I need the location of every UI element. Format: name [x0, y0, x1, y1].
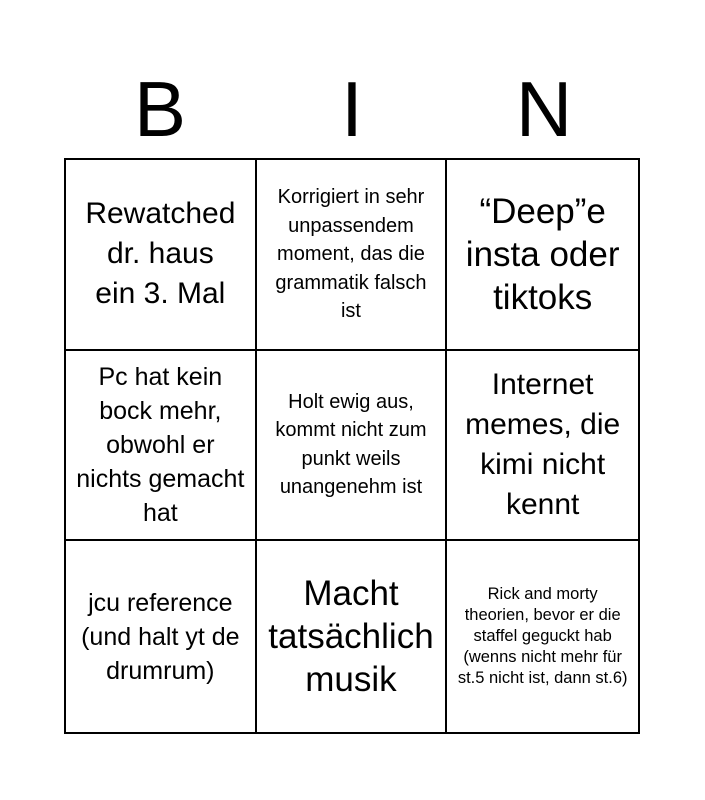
bingo-cell[interactable] — [257, 160, 448, 351]
bingo-cell-text: “Deep”e insta oder tiktoks — [465, 191, 620, 317]
bingo-cell-text: Korrigiert in sehr unpassendem moment, das die grammatik falsch ist — [275, 186, 427, 323]
bingo-cell[interactable] — [447, 160, 638, 351]
bingo-cell-text: Internet memes, die kimi nicht kennt — [465, 367, 621, 521]
bingo-cell-text: Rewatched dr. haus ein 3. Mal — [85, 197, 236, 311]
header-letter-i: I — [341, 65, 363, 153]
header-letter-n: N — [515, 65, 573, 153]
header-letter-b: B — [133, 65, 187, 153]
bingo-cell[interactable] — [66, 541, 257, 732]
bingo-cell[interactable] — [257, 351, 448, 542]
bingo-cell-text: jcu reference (und halt yt de drumrum) — [81, 588, 240, 685]
bingo-cell-text: Rick and morty theorien, bevor er die staffel geguckt hab (wenns nicht mehr für st.5 nicht ist, dann st.6) — [457, 585, 628, 688]
bingo-cell[interactable] — [447, 351, 638, 542]
bingo-cell[interactable] — [257, 541, 448, 732]
bingo-cell-text: Macht tatsächlich musik — [268, 574, 434, 700]
bingo-cell[interactable] — [447, 541, 638, 732]
bingo-cell-text: Pc hat kein bock mehr, obwohl er nichts gemacht hat — [76, 362, 245, 527]
bingo-header — [64, 65, 640, 153]
bingo-cell[interactable] — [66, 351, 257, 542]
bingo-cell[interactable] — [66, 160, 257, 351]
bingo-card — [64, 158, 640, 734]
bingo-cell-text: Holt ewig aus, kommt nicht zum punkt weils unangenehm ist — [275, 390, 427, 499]
